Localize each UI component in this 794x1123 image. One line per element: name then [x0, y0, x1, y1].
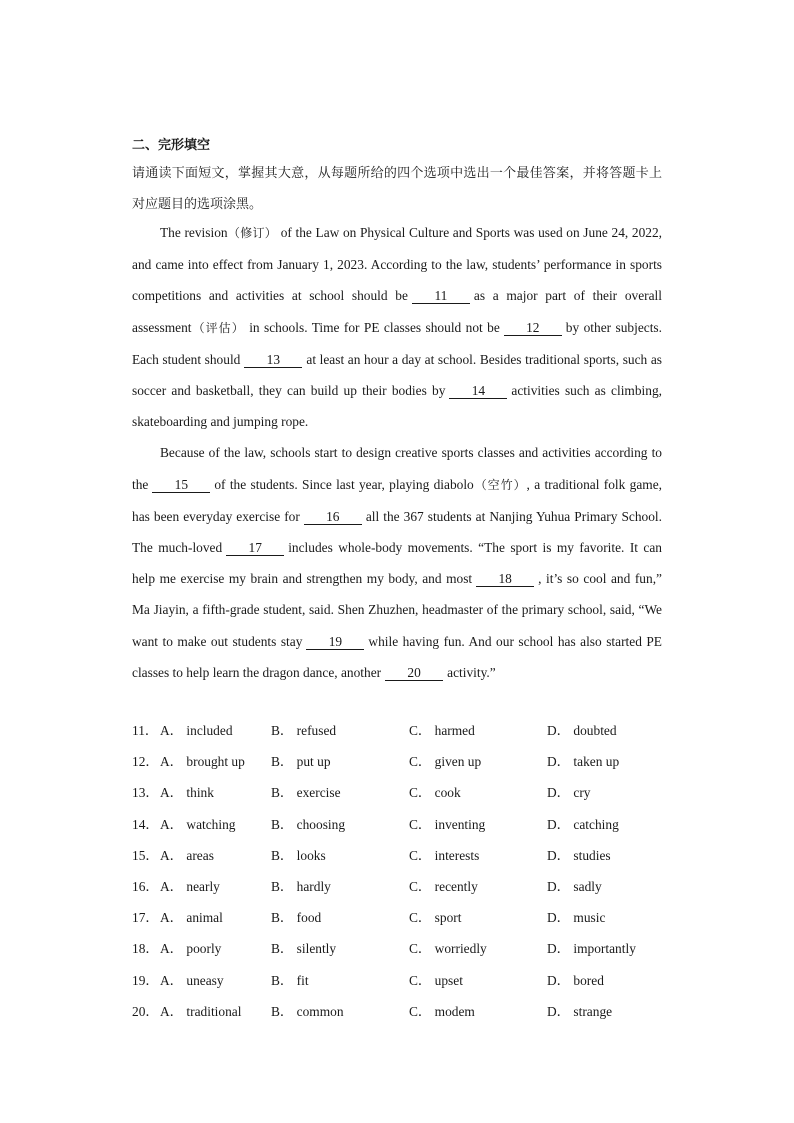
option-b: B． food	[271, 910, 322, 926]
answer-options	[132, 718, 672, 1030]
question-row	[132, 780, 672, 811]
option-c: C． inventing	[409, 816, 486, 832]
question-row	[132, 718, 672, 749]
question-number: 16．	[132, 878, 159, 894]
option-b: B． hardly	[271, 878, 331, 894]
question-row	[132, 812, 672, 843]
option-c: C． harmed	[409, 723, 475, 738]
blank-19: 19	[306, 634, 364, 650]
option-d: D． sadly	[547, 878, 602, 894]
option-c: C． upset	[409, 972, 463, 988]
option-c: C． sport	[409, 910, 462, 926]
question-row	[132, 905, 672, 936]
option-d: D． doubted	[547, 723, 617, 738]
option-b: B． fit	[271, 972, 309, 988]
option-b: B． common	[271, 1003, 344, 1019]
option-b: B． refused	[271, 723, 337, 738]
option-d: D． strange	[547, 1003, 613, 1019]
option-d: D． music	[547, 910, 606, 926]
blank-14: 14	[449, 383, 507, 399]
option-c: C． modem	[409, 1003, 475, 1019]
option-c: C． interests	[409, 847, 480, 863]
question-number: 12．	[132, 754, 159, 770]
blank-11: 11	[412, 288, 470, 304]
blank-13: 13	[244, 352, 302, 368]
question-number: 14．	[132, 816, 159, 832]
option-a: A． animal	[160, 910, 223, 926]
cloze-passage	[132, 217, 662, 688]
question-row	[132, 968, 672, 999]
question-row	[132, 843, 672, 874]
option-b: B． silently	[271, 941, 337, 957]
option-a: A． nearly	[160, 878, 220, 894]
option-d: D． bored	[547, 972, 604, 988]
option-b: B． exercise	[271, 785, 341, 801]
option-d: D． studies	[547, 847, 611, 863]
option-c: C． cook	[409, 785, 461, 801]
blank-18: 18	[476, 571, 534, 587]
blank-16: 16	[304, 509, 362, 525]
option-b: B． choosing	[271, 816, 346, 832]
question-number: 17．	[132, 910, 159, 926]
question-row	[132, 749, 672, 780]
question-number: 20．	[132, 1003, 159, 1019]
blank-17: 17	[226, 540, 284, 556]
option-a: A． included	[160, 723, 233, 738]
option-a: A． areas	[160, 847, 214, 863]
question-number: 11．	[132, 723, 159, 738]
option-c: C． worriedly	[409, 941, 487, 957]
option-c: C． recently	[409, 878, 478, 894]
instructions: 请通读下面短文，掌握其大意，从每题所给的四个选项中选出一个最佳答案，并将答题卡上对应题目的选项涂黑。	[132, 166, 662, 212]
option-a: A． watching	[160, 816, 236, 832]
option-d: D． importantly	[547, 941, 636, 957]
option-a: A． brought up	[160, 754, 245, 770]
question-number: 19．	[132, 972, 159, 988]
question-row	[132, 874, 672, 905]
passage-paragraph-2: Because of the law, schools start to design creative sports classes and activities according to the 15 of the students. Since last year, playing diabolo（空竹）, a traditional folk game, has been everyday exercise for 16 all the 367 students at Nanjing Yuhua Primary School. The much-loved 17 includes whole-body movements. “The sport is my favorite. It can help me exercise my brain and strengthen my body, and most 18 , it’s so cool and fun,” Ma Jiayin, a fifth-grade student, said. Shen Zhuzhen, headmaster of the primary school, said, “We want to make out students stay 19 while having fun. And our school has also started PE classes to help learn the dragon dance, another 20 activity.”	[132, 445, 663, 680]
option-a: A． uneasy	[160, 972, 224, 988]
question-number: 13．	[132, 785, 159, 801]
question-number: 18．	[132, 941, 159, 957]
question-number: 15．	[132, 847, 159, 863]
option-c: C． given up	[409, 754, 482, 770]
question-row	[132, 999, 672, 1030]
option-b: B． looks	[271, 847, 326, 863]
passage-paragraph-1: The revision（修订） of the Law on Physical Culture and Sports was used on June 24, 2022, and came into effect from January 1, 2023. According to the law, students’ performance in sports competitions and activities at school should be 11 as a major part of their overall assessment（评估） in schools. Time for PE classes should not be 12 by other subjects. Each student should 13 at least an hour a day at school. Besides traditional sports, such as soccer and basketball, they can build up their bodies by 14 activities such as climbing, skateboarding and jumping rope.	[132, 225, 662, 430]
option-a: A． think	[160, 785, 214, 801]
option-a: A． traditional	[160, 1003, 242, 1019]
option-d: D． taken up	[547, 754, 620, 770]
option-d: D． cry	[547, 785, 591, 801]
blank-15: 15	[152, 477, 210, 493]
option-a: A． poorly	[160, 941, 222, 957]
option-b: B． put up	[271, 754, 331, 770]
blank-20: 20	[385, 665, 443, 681]
option-d: D． catching	[547, 816, 619, 832]
section-title: 二、完形填空	[132, 138, 211, 153]
blank-12: 12	[504, 320, 562, 336]
question-row	[132, 936, 672, 967]
